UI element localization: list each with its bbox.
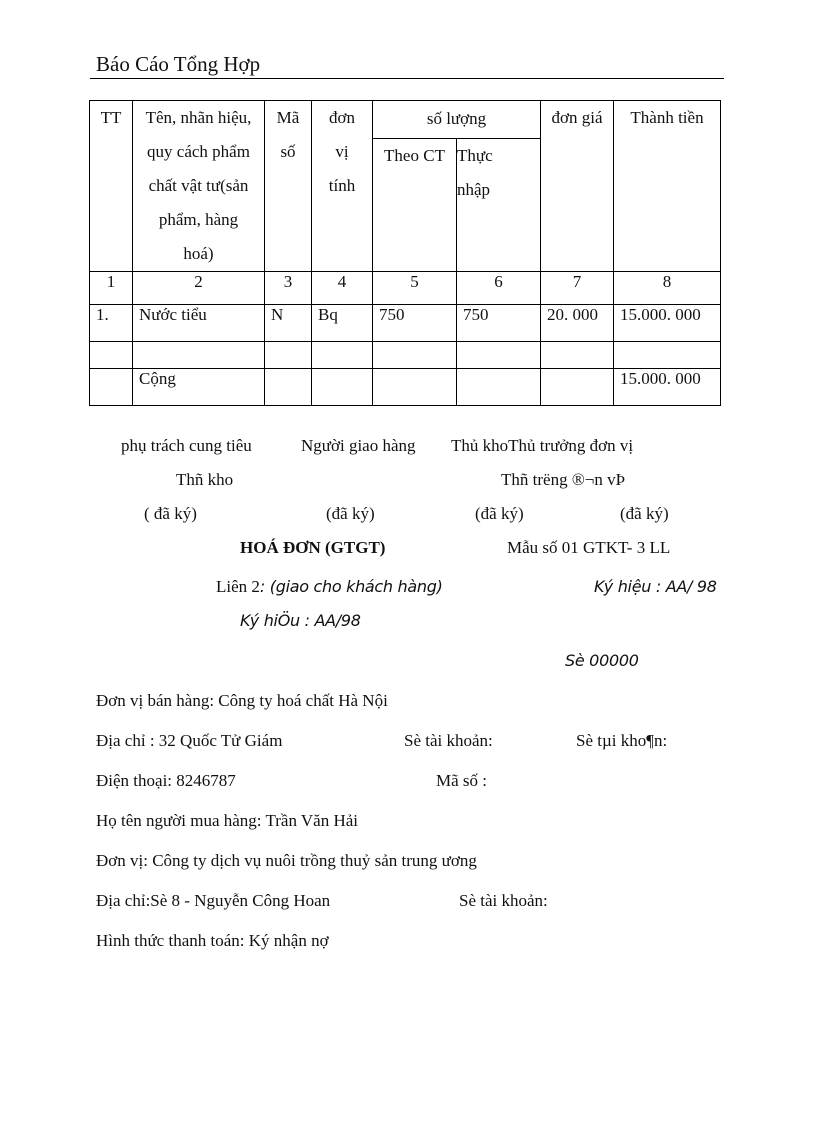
cell-empty [457,369,541,406]
invoice-number: Sè 00000 [565,651,639,670]
cell-per-doc [373,342,457,369]
col-actual-header: Thực nhập [457,138,541,271]
payment-method: Hình thức thanh toán: Ký nhận nợ [96,931,329,950]
column-number: 5 [373,272,457,305]
table-header-row [90,101,721,139]
seller-account: Sè tài khoản: [404,731,493,750]
cell-name: Nước tiểu [133,305,265,342]
total-row [90,369,721,406]
seller-bank: Sè tµi kho¶n: [576,731,668,750]
cell-price: 20. 000 [541,305,614,342]
cell-code: N [265,305,312,342]
cell-actual [457,342,541,369]
goods-table [89,100,721,406]
column-number: 6 [457,272,541,305]
signature-head-garbled: Thñ trëng ®¬n vÞ [501,470,626,489]
signed-mark: (đã ký) [620,504,669,523]
column-number: 4 [312,272,373,305]
signature-storekeeper-garbled: Thñ kho [176,470,234,489]
cell-name [133,342,265,369]
buyer-address: Địa chỉ:Sè 8 - Nguyễn Công Hoan [96,891,331,910]
col-quantity-header: số lượng [373,101,541,139]
invoice-symbol: Ký hiệu : AA/ 98 [594,577,717,596]
buyer-unit: Đơn vị: Công ty dịch vụ nuôi trồng thuỷ sản trung ương [96,851,477,870]
cell-empty [312,369,373,406]
signature-storekeeper-head: Thủ khoThủ trưởng đơn vị [451,436,634,455]
column-number-row [90,272,721,305]
col-price-header: đơn giá [541,101,614,272]
buyer-account: Sè tài khoản: [459,891,548,910]
seller-tax-code: Mã số : [436,771,487,790]
col-name-header: Tên, nhãn hiệu, quy cách phẩm chất vật tư(sản phẩm, hàng hoá) [133,101,265,272]
page-title: Báo Cáo Tổng Hợp [96,52,261,76]
cell-per-doc: 750 [373,305,457,342]
total-amount: 15.000. 000 [614,369,721,406]
signature-deliverer: Người giao hàng [301,436,416,455]
cell-unit [312,342,373,369]
cell-amount [614,342,721,369]
cell-empty [265,369,312,406]
invoice-copy [216,578,443,595]
signed-mark: (đã ký) [326,504,375,523]
seller-unit: Đơn vị bán hàng: Công ty hoá chất Hà Nội [96,691,388,710]
col-code-header: Mã số [265,101,312,272]
seller-address: Địa chỉ : 32 Quốc Tử Giám [96,731,283,750]
signed-mark: ( đã ký) [144,504,197,523]
cell-tt [90,342,133,369]
column-number: 2 [133,272,265,305]
invoice-symbol-garbled: Ký hiÖu : AA/98 [240,611,361,630]
col-unit-header: đơn vị tính [312,101,373,272]
cell-amount: 15.000. 000 [614,305,721,342]
table-row [90,305,721,342]
column-number: 7 [541,272,614,305]
cell-tt: 1. [90,305,133,342]
column-number: 8 [614,272,721,305]
cell-unit: Bq [312,305,373,342]
invoice-title: HOÁ ĐƠN (GTGT) [240,538,386,557]
invoice-copy-desc: : (giao cho khách hàng) [259,577,443,596]
buyer-name: Họ tên người mua hàng: Trần Văn Hải [96,811,359,830]
column-number: 1 [90,272,133,305]
cell-empty [541,369,614,406]
col-amount-header: Thành tiền [614,101,721,272]
invoice-form-number: Mẫu số 01 GTKT- 3 LL [507,538,671,557]
cell-empty [373,369,457,406]
signature-supply-manager: phụ trách cung tiêu [121,436,252,455]
cell-empty [90,369,133,406]
cell-actual: 750 [457,305,541,342]
header-divider [90,78,724,79]
cell-price [541,342,614,369]
cell-code [265,342,312,369]
total-label: Cộng [133,369,265,406]
invoice-copy-label: Liên 2 [216,577,260,596]
seller-phone: Điện thoại: 8246787 [96,771,236,790]
signed-mark: (đã ký) [475,504,524,523]
col-tt-header: TT [90,101,133,272]
col-per-doc-header: Theo CT [373,138,457,271]
column-number: 3 [265,272,312,305]
table-row [90,342,721,369]
